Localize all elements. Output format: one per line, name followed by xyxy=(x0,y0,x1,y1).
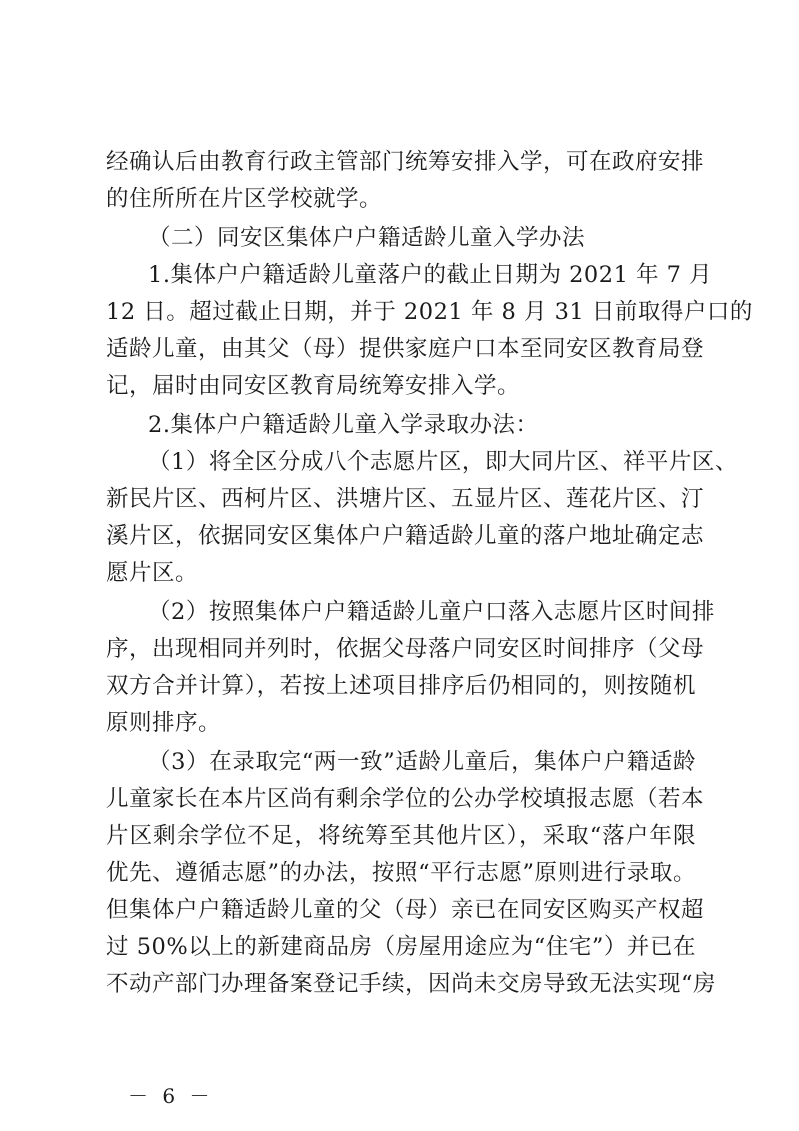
text-line: 优先、遵循志愿”的办法，按照“平行志愿”原则进行录取。 xyxy=(106,860,696,886)
text-line: 2.集体户户籍适龄儿童入学录取办法： xyxy=(148,412,539,438)
text-line: 1.集体户户籍适龄儿童落户的截止日期为 2021 年 7 月 xyxy=(148,262,713,288)
text-line: （2）按照集体户户籍适龄儿童户口落入志愿片区时间排 xyxy=(148,599,715,625)
text-line: 原则排序。 xyxy=(106,710,222,736)
section-heading: （二）同安区集体户户籍适龄儿童入学办法 xyxy=(148,225,586,251)
text-line: 但集体户户籍适龄儿童的父（母）亲已在同安区购买产权超 xyxy=(106,897,705,923)
text-line: （1）将全区分成八个志愿片区，即大同片区、祥平片区、 xyxy=(148,449,738,475)
text-line: 儿童家长在本片区尚有剩余学位的公办学校填报志愿（若本 xyxy=(106,786,705,812)
text-line: 新民片区、西柯片区、洪塘片区、五显片区、莲花片区、汀 xyxy=(106,486,705,512)
text-line: （3）在录取完“两一致”适龄儿童后，集体户户籍适龄 xyxy=(148,749,696,775)
text-line: 双方合并计算），若按上述项目排序后仍相同的，则按随机 xyxy=(106,673,696,699)
text-line: 适龄儿童，由其父（母）提供家庭户口本至同安区教育局登 xyxy=(106,336,705,362)
text-line: 记，届时由同安区教育局统筹安排入学。 xyxy=(106,373,521,399)
text-line: 溪片区，依据同安区集体户户籍适龄儿童的落户地址确定志 xyxy=(106,523,705,549)
text-line: 的住所所在片区学校就学。 xyxy=(106,186,383,212)
text-line: 过 50%以上的新建商品房（房屋用途应为“住宅”）并已在 xyxy=(106,934,696,960)
text-line: 愿片区。 xyxy=(106,560,199,586)
text-line: 片区剩余学位不足，将统筹至其他片区），采取“落户年限 xyxy=(106,823,696,849)
text-line: 序，出现相同并列时，依据父母落户同安区时间排序（父母 xyxy=(106,636,705,662)
text-line: 12 日。超过截止日期，并于 2021 年 8 月 31 日前取得户口的 xyxy=(106,299,753,325)
page-number: － 6 － xyxy=(128,1084,214,1108)
text-line: 经确认后由教育行政主管部门统筹安排入学，可在政府安排 xyxy=(106,149,705,175)
text-line: 不动产部门办理备案登记手续，因尚未交房导致无法实现“房 xyxy=(106,971,717,997)
